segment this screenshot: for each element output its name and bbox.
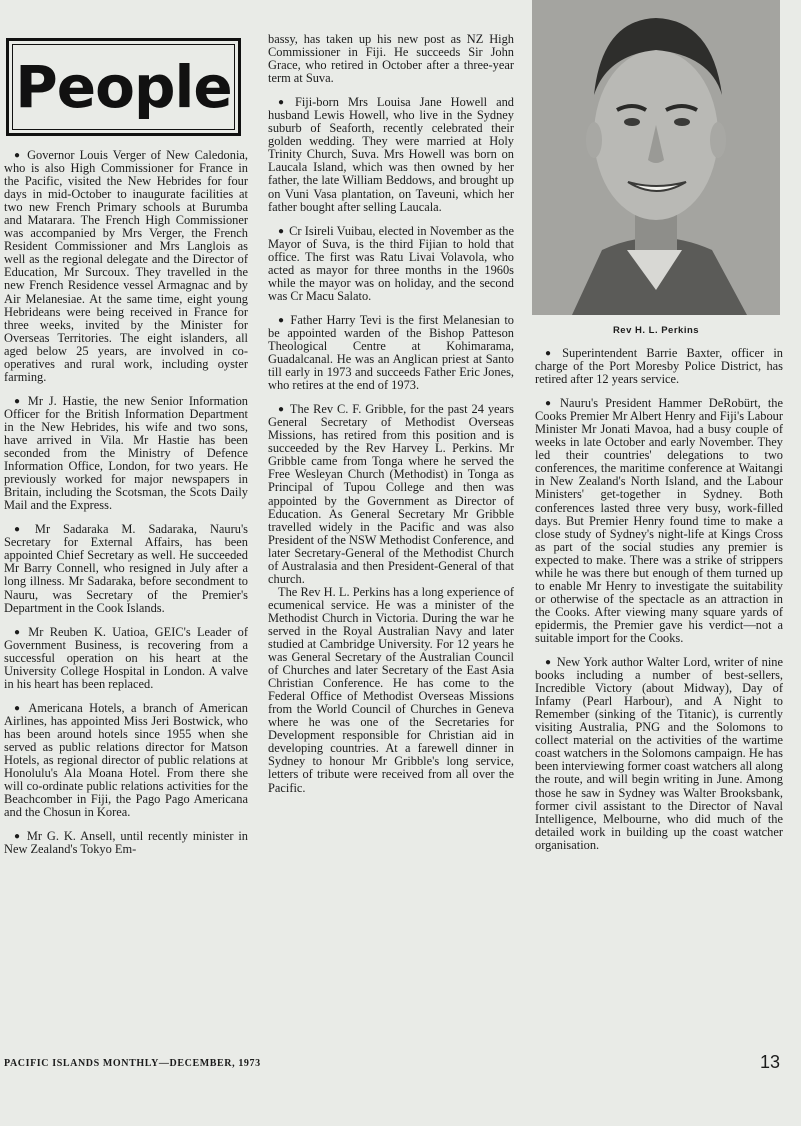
portrait-photo (532, 0, 780, 315)
photo-caption: Rev H. L. Perkins (612, 325, 700, 336)
bullet-icon: ● (545, 348, 558, 359)
news-item: ● Governor Louis Verger of New Caledonia, who is also High Commissioner for France in the Pacific, visited the New Hebrides for four days in mid-October to inaugurate facilities at two new French Primary schools at Burumba and Matarara. The French High Commissioner was accompanied by Mrs Verger, the French Resident Commissioner and Mrs Langlois as well as the regional delegate and the Director of Education, Mr Surcoux. They travelled in the new French Residence vessel Armagnac and by Air Melanesiae. At the same time, eight young Hebrideans were being received in France for three weeks, invited by the Minister for Overseas Territories. The eight islanders, all aged below 25 years, are involved in co-operatives and rural work, including oyster farming. (4, 148, 248, 384)
news-item: ● Superintendent Barrie Baxter, officer in charge of the Port Moresby Police District, has retired after 12 years service. (535, 346, 783, 387)
page-number: 13 (760, 1052, 781, 1072)
bullet-icon: ● (545, 398, 556, 410)
bullet-icon: ● (545, 657, 552, 669)
news-item: ● Mr Reuben K. Uatioa, GEIC's Leader of Government Business, is recovering from a successful operation on his heart at the University College Hospital in London. A valve in his heart has been replaced. (4, 624, 248, 691)
news-item-continued: bassy, has taken up his new post as NZ High Commissioner in Fiji. He succeeds Sir John Grace, who retired in October after a three-year term at Suva. (268, 32, 514, 86)
news-item: ● Fiji-born Mrs Louisa Jane Howell and husband Lewis Howell, who live in the Sydney suburb of Seaforth, recently celebrated their golden wedding. They were married at Holy Trinity Church, Suva. Mrs Howell was born on Laucala Island, which was then owned by her father, the late William Beddows, and brought up on Vuni Vasa plantation, on Taveuni, which her father bought after selling Laucala. (268, 95, 514, 214)
news-item: ● Nauru's President Hammer DeRobürt, the Cooks Premier Mr Albert Henry and Fiji's Labour Minister Mr Jonati Mavoa, had a busy couple of weeks in late October and early November. They led their countries' delegations to two conferences, the maritime conference at Waitangi in New Zealand's North Island, and the Labour Ministers' get-together in Sydney. Both conferences lasted three very busy, work-filled days. But Premier Henry found time to make a close study of Sydney's night-life at Kings Cross as part of the social studies any premier is expected to make. There was a strike of strippers while he was there but enough of them turned up to enable Mr Henry to investigate the suitability or otherwise of the spectacle as an attraction in the Cooks. After viewing many square yards of epidermis, the Premier gave his verdict—not a suitable import for the Cooks. (535, 396, 783, 645)
news-item: ● Father Harry Tevi is the first Melanesian to be appointed warden of the Bishop Patteson Theological Centre at Kohimarama, Guadalcanal. He was an Anglican priest at Santo till early in 1973 and succeeds Father Eric Jones, who retires at the end of 1973. (268, 312, 514, 393)
section-title: People (15, 53, 232, 121)
bullet-icon: ● (278, 404, 285, 416)
news-item: ● Mr G. K. Ansell, until recently minister in New Zealand's Tokyo Em- (4, 829, 248, 857)
news-item: ● Mr J. Hastie, the new Senior Information Officer for the British Information Department in the New Hebrides, his wife and two sons, have arrived in Vila. Mr Hastie has been seconded from the Ministry of Defence Information Office, London, for two years. He previously worked for major newspapers in Britain, including the Scotsman, the Scots Daily Mail and the Express. (4, 393, 248, 513)
column-3 (535, 347, 783, 852)
news-item-paragraph: The Rev H. L. Perkins has a long experience of ecumenical service. He was a minister of the Methodist Church in Victoria. During the war he served in the Royal Australian Navy and later studied at Cambridge University. For 12 years he was General Secretary of the Australian Council of Churches and later Secretary of the East Asia Christian Conference. He has come to the Federal Office of Methodist Overseas Missions from the World Council of Churches in Geneva where he was one of the Secretaries for Development responsible for Christian aid in developing countries. At a farewell dinner in Sydney to honour Mr Gribble's long service, letters of tribute were received from all over the Pacific. (268, 584, 514, 795)
bullet-icon: ● (14, 150, 23, 161)
news-item: ● The Rev C. F. Gribble, for the past 24 years General Secretary of Methodist Overseas Missions, has retired from this position and is succeeded by the Rev Harvey L. Perkins. Mr Gribble came from Tonga where he served the Free Wesleyan Church (Methodist) in Tonga as Principal of Tupou College and then was appointed by the Government as Director of Education. As General Secretary Mr Gribble travelled widely in the Pacific and was also President of the NSW Methodist Conference, and later Secretary-General of the Methodist Church of Australasia and then President-General of that church. (268, 402, 514, 586)
news-item: ● New York author Walter Lord, writer of nine books including a number of best-sellers, Incredible Victory (about Midway), Day of Infamy (Pearl Harbour), and A Night to Remember (sinking of the Titanic), is currently visiting Australia, PNG and the Solomons to collect material on the activities of the wartime coast watchers in the Solomons campaign. He has been interviewing former coast watchers all along the route, and will begin writing in June. Among those he saw in Sydney was Walter Brooksbank, former civil assistant to the Director of Naval Intelligence, Melbourne, who did much of the detailed work in building up the coast watcher organisation. (535, 655, 783, 852)
bullet-icon: ● (14, 524, 30, 536)
portrait-illustration (532, 0, 780, 315)
news-item: ● Cr Isireli Vuibau, elected in November as the Mayor of Suva, is the third Fijian to hold that office. The first was Ratu Livai Volavola, who acted as mayor for three months in the 1960s while the mayor was on holiday, and the second was Cr Macu Salato. (268, 223, 514, 303)
bullet-icon: ● (278, 97, 290, 109)
bullet-icon: ● (278, 314, 286, 326)
bullet-icon: ● (14, 831, 22, 843)
column-1 (4, 149, 248, 856)
bullet-icon: ● (14, 626, 24, 638)
column-2 (268, 33, 514, 795)
section-masthead (6, 38, 241, 136)
news-item: ● Mr Sadaraka M. Sadaraka, Nauru's Secretary for External Affairs, has been appointed Chief Secretary as well. He succeeded Mr Barry Connell, who resigned in July after a long illness. Mr Sadaraka, before secondment to Nauru, was Secretary of the Premier's Department in the Cook Islands. (4, 522, 248, 615)
publication-footer: PACIFIC ISLANDS MONTHLY—DECEMBER, 1973 (4, 1058, 261, 1069)
bullet-icon: ● (14, 702, 24, 714)
bullet-icon: ● (278, 225, 285, 237)
bullet-icon: ● (14, 395, 23, 407)
news-item: ● Americana Hotels, a branch of American Airlines, has appointed Miss Jeri Bostwick, who has been around hotels since 1955 when she served as public relations director for Matson Hotels, as regional director of public relations at Honolulu's Ala Moana Hotel. From there she will co-ordinate public relations activities for the Beachcomber in Fiji, the Pago Pago Americana and the Chosun in Korea. (4, 700, 248, 820)
